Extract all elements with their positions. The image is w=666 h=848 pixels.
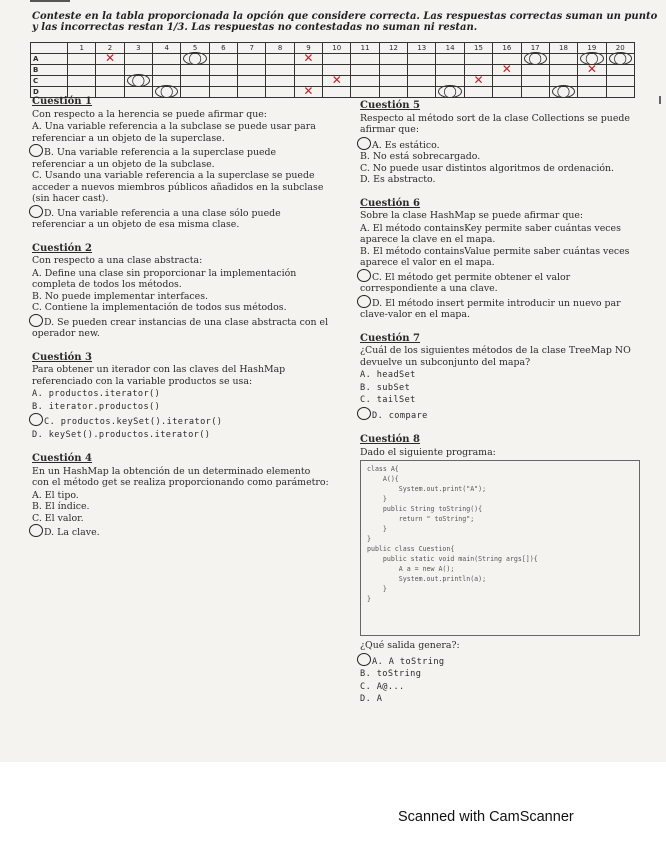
circled-answer-mark: ◯ [181,51,208,65]
answer-option[interactable] [32,524,330,539]
grid-cell[interactable] [549,54,577,65]
answer-option-text: C. A@... [360,681,405,692]
grid-cell[interactable] [323,73,351,87]
answer-option-text: B. Una variable referencia a la superclase puede referenciar a un objeto de la subclase. [32,147,277,170]
answer-option-text: D. La clave. [44,527,100,538]
answer-option-text: D. keySet().productos.iterator() [32,429,211,440]
answer-option[interactable] [360,223,640,246]
answer-option[interactable] [360,137,640,152]
grid-column-header: 17 [521,43,549,54]
question-title: Cuestión 1 [32,96,93,107]
grid-column-header: 13 [408,43,436,54]
grid-column-header: 8 [266,43,294,54]
grid-cell[interactable] [408,54,436,65]
grid-cell[interactable] [578,76,606,87]
answer-option-text: C. No puede usar distintos algoritmos de ordenación. [360,162,615,174]
left-column [32,96,330,551]
circled-answer-mark: ◯ [578,51,605,65]
answer-option-text: C. El valor. [32,512,84,524]
selected-circle-icon [357,269,371,282]
grid-cell[interactable] [181,51,209,65]
question-title: Cuestión 3 [32,351,93,363]
circled-answer-mark: ◯ [436,84,463,98]
question-title: Cuestión 2 [32,242,93,254]
grid-cell[interactable] [408,76,436,87]
grid-column-header: 20 [606,43,634,54]
grid-cell[interactable] [379,65,407,76]
grid-cell[interactable] [493,62,521,76]
answer-option[interactable] [32,490,330,502]
grid-cell[interactable] [408,87,436,98]
question-title: Cuestión 7 [360,332,421,344]
question-text: ¿Cuál de los siguientes métodos de la clase TreeMap NO devuelve un subconjunto del mapa? [360,345,631,368]
grid-cell[interactable] [68,76,96,87]
answer-option[interactable] [360,407,640,423]
cross-answer-mark: ✕ [331,73,342,87]
grid-cell[interactable] [521,65,549,76]
grid-cell[interactable] [209,54,237,65]
cross-answer-mark: ✕ [104,51,116,65]
answer-option-text: A. A toString [372,656,445,667]
grid-cell[interactable] [323,54,351,65]
cross-answer-mark: ✕ [303,84,314,98]
grid-cell[interactable] [549,65,577,76]
answer-option-text: A. El método containsKey permite saber cuántas veces aparece la clave en el mapa. [360,222,621,245]
question-text: Dado el siguiente programa: [360,446,496,458]
grid-cell[interactable] [351,54,379,65]
grid-cell[interactable] [606,51,634,65]
answer-option-text: B. El índice. [32,501,90,512]
answer-option[interactable] [360,653,640,669]
answer-option-text: A. productos.iterator() [32,389,161,399]
scan-edge-mark [659,96,661,104]
grid-column-header: 9 [294,43,322,54]
grid-cell[interactable] [68,65,96,76]
cross-answer-mark: ✕ [303,51,314,65]
answer-option[interactable] [360,693,640,706]
answer-option-text: C. Usando una variable referencia a la superclase se puede acceder a nuevos miembros públicos añadidos en la subclase (sin hacer cast). [32,170,324,204]
grid-cell[interactable] [96,65,124,76]
grid-cell[interactable] [578,87,606,98]
grid-cell[interactable] [436,54,464,65]
grid-row-label: A [31,54,68,65]
right-column [360,100,640,718]
question-block [360,198,640,321]
answer-option[interactable] [32,121,330,144]
grid-column-header: 15 [464,43,492,54]
grid-cell[interactable] [606,65,634,76]
grid-cell[interactable] [436,84,464,98]
question-text: Sobre la clase HashMap se puede afirmar que: [360,210,584,221]
grid-cell[interactable] [464,54,492,65]
answer-option[interactable] [360,151,640,163]
answer-option-text: D. Es abstracto. [360,174,436,185]
grid-column-header: 7 [238,43,266,54]
circled-answer-mark: ◯ [153,84,180,98]
selected-circle-icon [29,314,43,327]
answer-option[interactable] [360,246,640,269]
grid-cell[interactable] [464,87,492,98]
answer-option[interactable] [32,513,330,525]
selected-circle-icon [357,407,371,420]
grid-cell[interactable] [124,54,152,65]
answer-option-text: B. No está sobrecargado. [360,151,481,162]
answer-option-text: C. productos.keySet().iterator() [44,417,223,427]
grid-cell[interactable] [578,62,606,76]
answer-option-text: B. No puede implementar interfaces. [32,290,209,302]
answer-option[interactable] [32,205,330,231]
grid-row-label: D [31,87,68,98]
grid-cell[interactable] [408,65,436,76]
question-title: Cuestión 4 [32,453,93,464]
question-text: Para obtener un iterador con las claves del HashMap referenciado con la variable productos se usa: [32,364,286,387]
answer-option-text: D. El método insert permite introducir un nuevo par clave-valor en el mapa. [360,297,621,320]
circled-answer-mark: ◯ [522,51,549,65]
answer-option[interactable] [360,269,640,295]
question-block [32,453,330,539]
selected-circle-icon [357,137,371,150]
grid-cell[interactable] [238,54,266,65]
grid-cell[interactable] [209,65,237,76]
grid-cell[interactable] [351,76,379,87]
grid-column-header: 18 [549,43,577,54]
answer-option[interactable] [360,394,640,407]
answer-option[interactable] [32,401,330,414]
question-title: Cuestión 6 [360,197,421,209]
grid-cell[interactable] [379,76,407,87]
grid-cell[interactable] [266,65,294,76]
answer-option-text: C. Contiene la implementación de todos sus métodos. [32,302,287,313]
answer-option[interactable] [32,144,330,170]
grid-cell[interactable] [521,76,549,87]
grid-cell[interactable] [238,76,266,87]
answer-option-text: A. Es estático. [372,139,440,151]
answer-option[interactable] [360,668,640,681]
grid-column-header: 2 [96,43,124,54]
grid-row-label: C [31,76,68,87]
grid-cell[interactable] [294,51,322,65]
grid-cell[interactable] [238,65,266,76]
answer-option[interactable] [360,174,640,186]
answer-option-text: B. iterator.productos() [32,401,161,412]
answer-option[interactable] [360,382,640,395]
selected-circle-icon [357,295,371,308]
grid-cell[interactable] [266,54,294,65]
grid-column-header: 12 [379,43,407,54]
grid-column-header: 1 [68,43,96,54]
question-block [32,96,330,231]
grid-cell[interactable] [351,87,379,98]
grid-column-header: 11 [351,43,379,54]
grid-cell[interactable] [68,54,96,65]
question-title: Cuestión 5 [360,100,421,111]
answer-option[interactable] [32,501,330,513]
grid-cell[interactable] [153,65,181,76]
answer-option-text: D. Una variable referencia a una clase sólo puede referenciar a un objeto de esa misma clase. [32,207,281,230]
answer-option[interactable] [360,163,640,175]
grid-cell[interactable] [124,73,152,87]
question-block [32,352,330,442]
answer-option-text: D. compare [372,410,428,421]
grid-cell[interactable] [521,87,549,98]
answer-option-text: C. El método get permite obtener el valor correspondiente a una clave. [360,271,571,294]
grid-column-header: 14 [436,43,464,54]
question-text: Con respecto a la herencia se puede afirmar que: [32,108,267,120]
grid-cell[interactable] [379,87,407,98]
circled-answer-mark: ◯ [550,84,577,98]
answer-option-text: B. subSet [360,382,411,393]
grid-corner [31,43,68,54]
answer-grid [30,42,635,98]
grid-cell[interactable] [493,76,521,87]
grid-column-header: 5 [181,43,209,54]
grid-cell[interactable] [606,87,634,98]
grid-cell[interactable] [153,54,181,65]
answer-option[interactable] [32,314,330,340]
answer-option[interactable] [32,302,330,314]
answer-option-text: C. tailSet [360,395,416,405]
exam-instructions: Conteste en la tabla proporcionada la opción que considere correcta. Las respuestas correctas suman un punto y las incorrectas restan 1/3. Las respuestas no contestadas no suman ni restan. [32,11,658,33]
grid-cell[interactable] [351,65,379,76]
grid-column-header: 4 [153,43,181,54]
answer-option-text: A. Una variable referencia a la subclase se puede usar para referenciar a un objeto de la superclase. [32,121,316,144]
answer-option[interactable] [360,369,640,382]
answer-option-text: A. headSet [360,370,416,380]
grid-cell[interactable] [96,51,124,65]
grid-column-header: 19 [578,43,606,54]
answer-option[interactable] [32,291,330,303]
cross-answer-mark: ✕ [501,62,512,76]
grid-cell[interactable] [181,76,209,87]
question-title: Cuestión 8 [360,434,421,445]
grid-cell[interactable] [294,65,322,76]
answer-option[interactable] [32,388,330,401]
answer-option-text: B. El método containsValue permite saber cuántas veces aparece el valor en el mapa. [360,245,630,268]
header-underline [30,0,70,2]
question-block [360,434,640,706]
selected-circle-icon [357,653,371,666]
grid-column-header: 10 [323,43,351,54]
question-block [360,333,640,423]
answer-option[interactable] [32,413,330,429]
question-block [360,100,640,186]
cross-answer-mark: ✕ [586,62,597,76]
answer-option-text: D. A [360,694,383,704]
grid-cell[interactable] [181,65,209,76]
answer-option-text: A. El tipo. [32,489,79,501]
selected-circle-icon [29,144,43,157]
selected-circle-icon [29,413,43,426]
answer-option-text: D. Se pueden crear instancias de una clase abstracta con el operador new. [32,316,329,339]
question-text: Respecto al método sort de la clase Collections se puede afirmar que: [360,112,630,135]
answer-option[interactable] [32,268,330,291]
scanner-watermark: Scanned with CamScanner [398,809,574,825]
answer-option[interactable] [32,429,330,442]
grid-cell[interactable] [209,76,237,87]
grid-cell[interactable] [606,76,634,87]
circled-answer-mark: ◯ [607,51,634,65]
grid-cell[interactable] [549,84,577,98]
question-text: Con respecto a una clase abstracta: [32,255,203,266]
grid-column-header: 6 [209,43,237,54]
cross-answer-mark: ✕ [473,73,484,87]
answer-option[interactable] [360,295,640,321]
answer-option[interactable] [32,170,330,205]
grid-cell[interactable] [464,73,492,87]
selected-circle-icon [29,524,43,537]
grid-cell[interactable] [379,54,407,65]
grid-column-header: 16 [493,43,521,54]
answer-option-text: B. toString [360,669,422,679]
grid-row-label: B [31,65,68,76]
circled-answer-mark: ◯ [125,73,152,87]
answer-option-text: A. Define una clase sin proporcionar la implementación completa de todos los métodos. [32,267,297,290]
selected-circle-icon [29,205,43,218]
question-block [32,243,330,340]
code-listing: class A{ A(){ System.out.print("A"); } public String toString(){ return " toString"; } } public class Cuestion{ public static void main(String args[]){ A a = new A(); System.out.println(a); } } [360,460,640,636]
grid-cell[interactable] [436,65,464,76]
grid-column-header: 3 [124,43,152,54]
question-text: En un HashMap la obtención de un determinado elemento con el método get se realiza proporcionando como parámetro: [32,465,329,488]
grid-cell[interactable] [493,87,521,98]
grid-cell[interactable] [96,76,124,87]
grid-cell[interactable] [266,76,294,87]
grid-cell[interactable] [521,51,549,65]
answer-option[interactable] [360,681,640,694]
question-prompt: ¿Qué salida genera?: [360,640,460,651]
